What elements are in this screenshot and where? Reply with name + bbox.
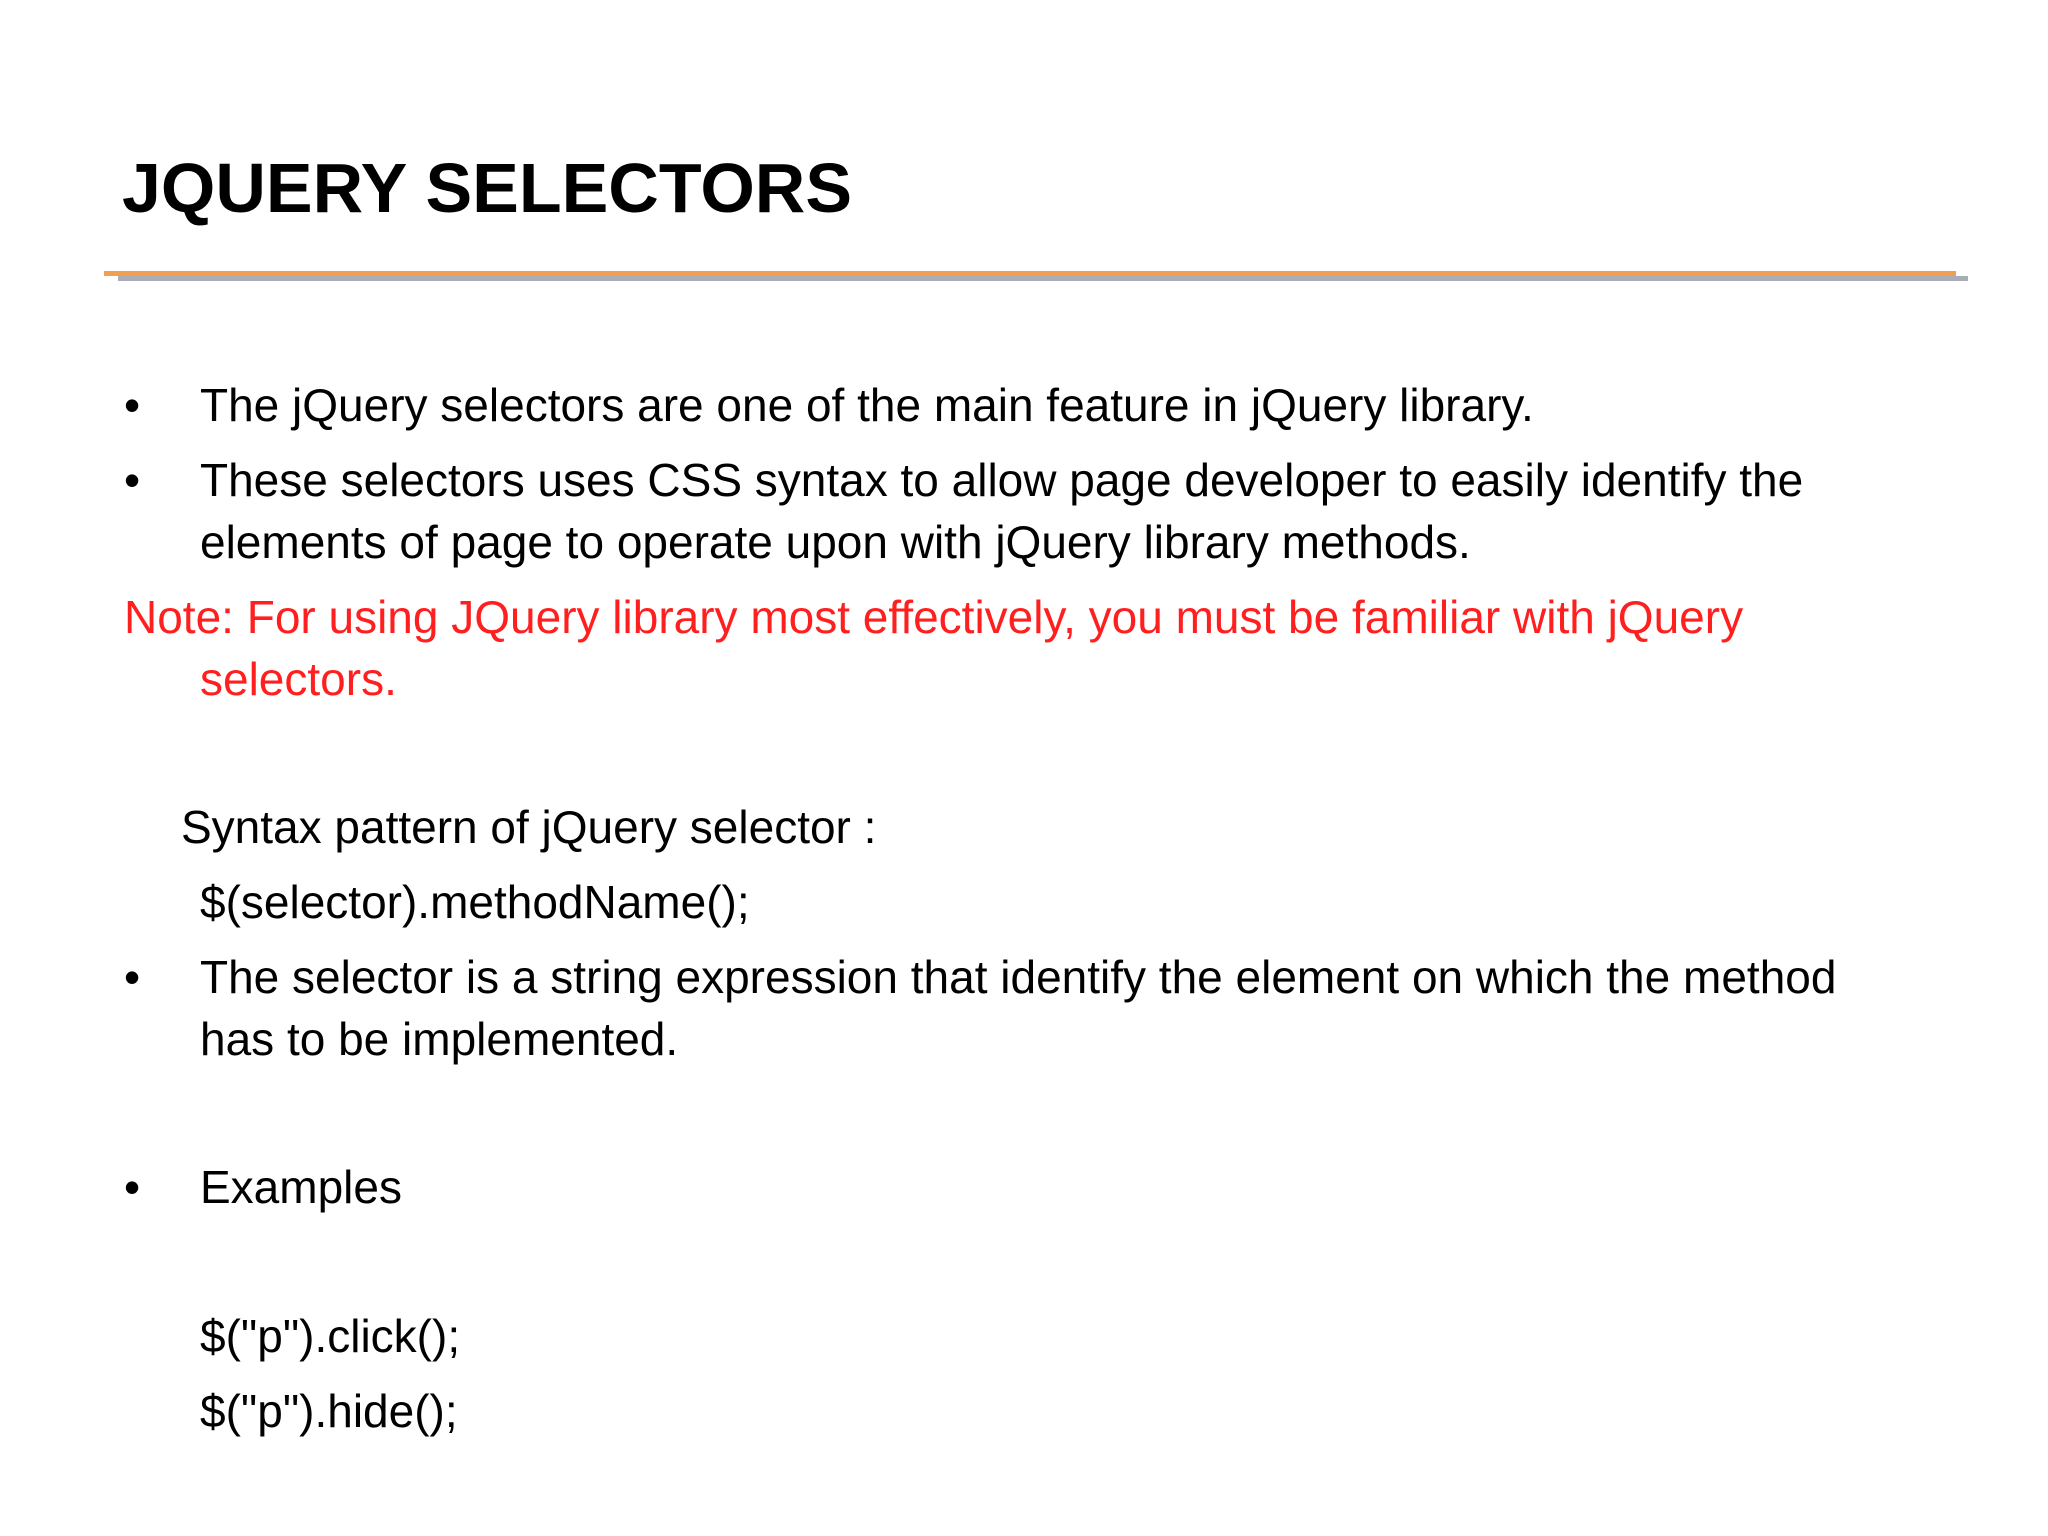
bullet-3-line-1: The selector is a string expression that identify the element on which the method [200,951,1837,1003]
example-code-2: $("p").hide(); [200,1385,458,1437]
bullet-4-text: Examples [200,1161,402,1213]
syntax-label: Syntax pattern of jQuery selector : [181,801,877,853]
bullet-dot: • [124,454,141,506]
bullet-3-line-2: has to be implemented. [200,1013,679,1065]
bullet-dot: • [124,1161,141,1213]
bullet-dot: • [124,951,141,1003]
note-line-1: Note: For using JQuery library most effectively, you must be familiar with jQuery [124,591,1744,643]
bullet-1-text: The jQuery selectors are one of the main feature in jQuery library. [200,379,1534,431]
syntax-code: $(selector).methodName(); [200,876,750,928]
bullet-2-line-1: These selectors uses CSS syntax to allow page developer to easily identify the [200,454,1804,506]
bullet-2-line-2: elements of page to operate upon with jQuery library methods. [200,516,1471,568]
example-code-1: $("p").click(); [200,1310,461,1362]
note-line-2: selectors. [200,653,397,705]
bullet-dot: • [124,379,141,431]
slide-title: JQUERY SELECTORS [122,149,853,227]
